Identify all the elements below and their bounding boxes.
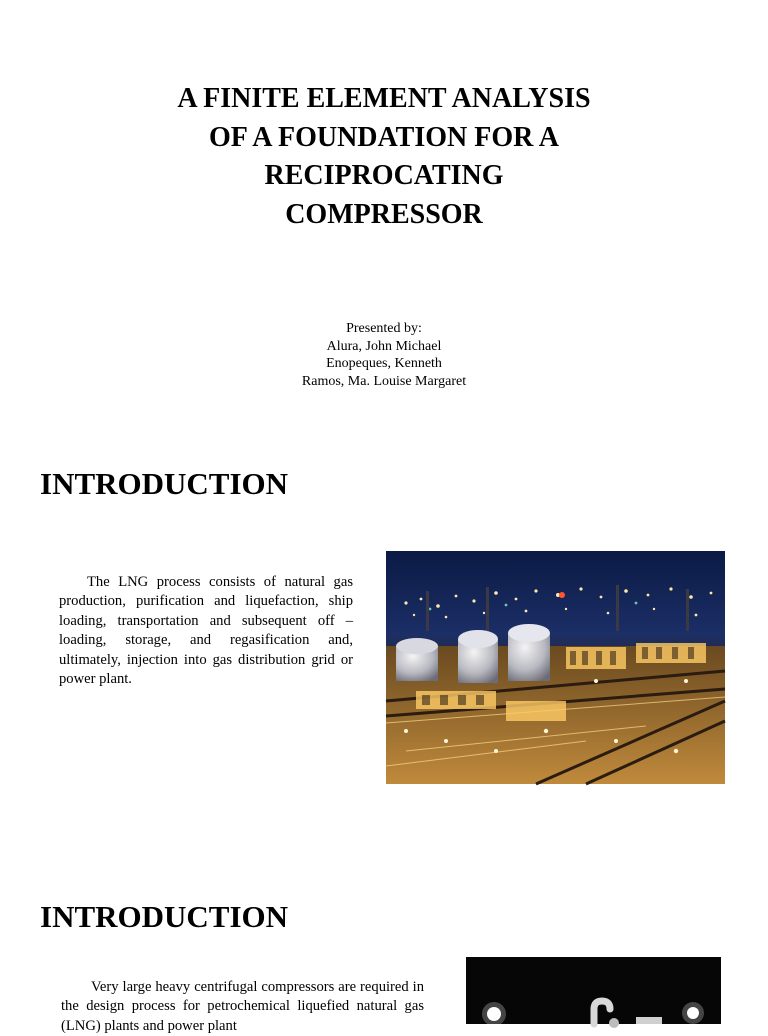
- compressor-illustration: [466, 957, 721, 1024]
- presenters-label: Presented by:: [346, 321, 422, 336]
- title-line-1: A FINITE ELEMENT ANALYSIS: [177, 83, 591, 114]
- presenter-name: Ramos, Ma. Louise Margaret: [301, 373, 467, 389]
- section-heading-introduction: INTRODUCTION: [40, 899, 289, 934]
- lng-plant-illustration: [386, 551, 725, 784]
- section-heading-introduction: INTRODUCTION: [40, 466, 289, 501]
- presenters-block: [0, 320, 768, 390]
- lng-plant-night-photo: [386, 551, 725, 784]
- document-title: [0, 80, 768, 234]
- presenter-name: Alura, John Michael: [326, 338, 442, 354]
- title-line-3: RECIPROCATING: [264, 160, 504, 191]
- title-line-2: OF A FOUNDATION FOR A: [208, 121, 559, 153]
- presenter-name: Enopeques, Kenneth: [326, 356, 442, 371]
- compressor-photo: [466, 957, 721, 1024]
- section-paragraph: Very large heavy centrifugal compressors are required in the design process for petrochemical liquefied natural gas (LNG) plants and power plant: [61, 979, 424, 1034]
- section-paragraph: The LNG process consists of natural gas production, purification and liquefaction, ship loading, transportation and subsequent off – loading, storage, and regasification and, ultimately, injection into gas distribution grid or power plant.: [59, 574, 353, 688]
- title-line-4: COMPRESSOR: [285, 198, 483, 230]
